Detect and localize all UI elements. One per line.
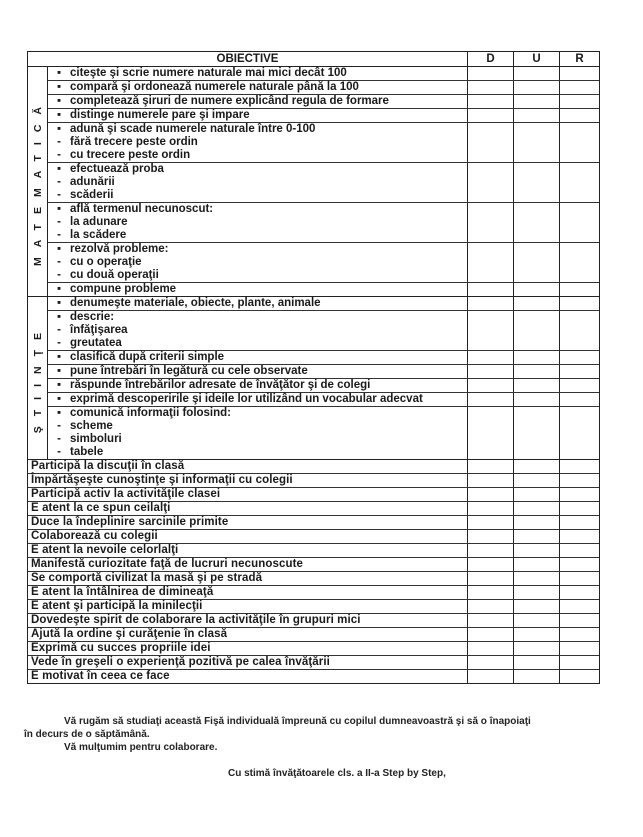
dash-marker: - xyxy=(57,136,61,148)
footer-thanks: Vă mulţumim pentru colaborare. xyxy=(64,742,218,753)
table-row xyxy=(28,572,599,586)
objective-blocks xyxy=(48,67,599,296)
grade-cell-u[interactable] xyxy=(513,365,559,378)
objective-block xyxy=(48,283,599,296)
objective-line xyxy=(48,420,467,433)
table-row xyxy=(28,530,599,544)
bullet-marker: ▪ xyxy=(56,95,62,107)
objective-line xyxy=(48,446,467,459)
grade-cell-u[interactable] xyxy=(513,95,559,108)
grade-cell-u[interactable] xyxy=(513,123,559,162)
grade-cell-r[interactable] xyxy=(559,95,599,108)
grade-cell-u[interactable] xyxy=(513,460,559,473)
objective-text xyxy=(48,163,467,202)
subject-groups xyxy=(28,67,599,460)
objective-line xyxy=(48,379,467,392)
bullet-marker: ▪ xyxy=(56,311,62,323)
objective-block xyxy=(48,311,599,351)
grade-cell-u[interactable] xyxy=(513,600,559,613)
grade-cell-r[interactable] xyxy=(559,407,599,459)
table-row xyxy=(28,558,599,572)
grade-cell-d[interactable] xyxy=(467,460,513,473)
bullet-marker: ▪ xyxy=(56,203,62,215)
objective-line xyxy=(48,203,467,216)
grade-cell-r[interactable] xyxy=(559,365,599,378)
grade-cell-d[interactable] xyxy=(467,123,513,162)
grade-cell-u[interactable] xyxy=(513,311,559,350)
grade-cell-d[interactable] xyxy=(467,407,513,459)
table-row xyxy=(28,642,599,656)
objective-text xyxy=(48,109,467,122)
grade-cell-d[interactable] xyxy=(467,109,513,122)
subject-label-text: ŞTIINŢE xyxy=(31,322,44,434)
grade-cell-r[interactable] xyxy=(559,614,599,627)
objective-text xyxy=(48,95,467,108)
footer-signature: Cu stimă învăţătoarele cls. a II-a Step by Step, xyxy=(228,768,446,779)
grade-cell-u[interactable] xyxy=(513,628,559,641)
objective-text xyxy=(48,351,467,364)
objective-block xyxy=(48,393,599,407)
table-row xyxy=(28,460,599,474)
grade-cell-u[interactable] xyxy=(513,572,559,585)
grade-cell-d[interactable] xyxy=(467,544,513,557)
grade-cell-r[interactable] xyxy=(559,123,599,162)
objective-line xyxy=(48,149,467,162)
behaviour-text: E atent la întâlnirea de dimineaţă xyxy=(31,586,214,598)
grade-cell-d[interactable] xyxy=(467,67,513,80)
table-row xyxy=(28,516,599,530)
subject-label xyxy=(28,67,48,296)
grade-cell-d[interactable] xyxy=(467,203,513,242)
behaviour-text: Participă activ la activităţile clasei xyxy=(31,488,221,500)
grade-cell-d[interactable] xyxy=(467,163,513,202)
grade-cell-r[interactable] xyxy=(559,460,599,473)
grade-cell-r[interactable] xyxy=(559,642,599,655)
grade-cell-d[interactable] xyxy=(467,586,513,599)
grade-cell-r[interactable] xyxy=(559,311,599,350)
grade-cell-r[interactable] xyxy=(559,558,599,571)
grade-cell-d[interactable] xyxy=(467,351,513,364)
grade-cell-r[interactable] xyxy=(559,474,599,487)
grade-cell-d[interactable] xyxy=(467,502,513,515)
objective-line-text: scheme xyxy=(70,420,113,432)
grade-cell-r[interactable] xyxy=(559,502,599,515)
grade-cell-r[interactable] xyxy=(559,297,599,310)
footer-request-line1: Vă rugăm să studiaţi această Fişă individuală împreună cu copilul dumneavoastră şi să o înapoiaţi xyxy=(64,716,531,727)
objective-text xyxy=(48,81,467,94)
bullet-marker: ▪ xyxy=(56,243,62,255)
dash-marker: - xyxy=(57,216,61,228)
objective-line-text: compune probleme xyxy=(70,283,177,295)
objective-line-text: răspunde întrebărilor adresate de învăţător şi de colegi xyxy=(70,379,371,391)
grade-cell-r[interactable] xyxy=(559,351,599,364)
objective-line-text: pune întrebări în legătură cu cele observate xyxy=(70,365,308,377)
dash-marker: - xyxy=(57,149,61,161)
behaviour-text: Dovedeşte spirit de colaborare la activităţile în grupuri mici xyxy=(31,614,361,626)
behaviour-text: Duce la îndeplinire sarcinile primite xyxy=(31,516,229,528)
grade-cell-d[interactable] xyxy=(467,474,513,487)
grade-cell-u[interactable] xyxy=(513,586,559,599)
objective-line-text: tabele xyxy=(70,446,104,458)
grade-cell-u[interactable] xyxy=(513,393,559,406)
grade-cell-u[interactable] xyxy=(513,530,559,543)
objective-line xyxy=(48,216,467,229)
objective-text xyxy=(48,123,467,162)
bullet-marker: ▪ xyxy=(56,297,62,309)
grade-cell-u[interactable] xyxy=(513,243,559,282)
grade-cell-r[interactable] xyxy=(559,544,599,557)
objective-line xyxy=(48,407,467,420)
objective-text xyxy=(48,203,467,242)
objective-line-text: greutatea xyxy=(70,337,122,349)
objective-line xyxy=(48,243,467,256)
objective-line-text: citeşte şi scrie numere naturale mai mici decât 100 xyxy=(70,67,347,79)
grade-cell-u[interactable] xyxy=(513,656,559,669)
grade-cell-r[interactable] xyxy=(559,393,599,406)
grade-cell-u[interactable] xyxy=(513,283,559,296)
objective-line-text: fără trecere peste ordin xyxy=(70,136,198,148)
objective-line xyxy=(48,311,467,324)
grade-cell-d[interactable] xyxy=(467,379,513,392)
grade-cell-u[interactable] xyxy=(513,502,559,515)
grade-cell-u[interactable] xyxy=(513,488,559,501)
grade-cell-u[interactable] xyxy=(513,558,559,571)
grade-cell-u[interactable] xyxy=(513,67,559,80)
grade-cell-u[interactable] xyxy=(513,81,559,94)
objective-line xyxy=(48,297,467,310)
grade-cell-d[interactable] xyxy=(467,572,513,585)
bullet-marker: ▪ xyxy=(56,67,62,79)
grade-cell-u[interactable] xyxy=(513,203,559,242)
dash-marker: - xyxy=(57,433,61,445)
bullet-marker: ▪ xyxy=(56,123,62,135)
bullet-marker: ▪ xyxy=(56,109,62,121)
subject-group xyxy=(28,297,599,460)
objective-line-text: cu trecere peste ordin xyxy=(70,149,191,161)
dash-marker: - xyxy=(57,229,61,241)
objective-line xyxy=(48,337,467,350)
objective-text xyxy=(48,297,467,310)
behaviour-text: E atent şi participă la minilecţii xyxy=(31,600,203,612)
dash-marker: - xyxy=(57,324,61,336)
grade-cell-d[interactable] xyxy=(467,516,513,529)
grade-cell-r[interactable] xyxy=(559,656,599,669)
grade-cell-d[interactable] xyxy=(467,488,513,501)
objective-text xyxy=(48,311,467,350)
grade-cell-r[interactable] xyxy=(559,516,599,529)
behaviour-text: Exprimă cu succes propriile idei xyxy=(31,642,211,654)
objective-line-text: exprimă descoperirile şi ideile lor utilizând un vocabular adecvat xyxy=(70,393,423,405)
grade-cell-d[interactable] xyxy=(467,614,513,627)
header-objectives: OBIECTIVE xyxy=(216,53,279,65)
objective-block xyxy=(48,67,599,81)
grade-cell-u[interactable] xyxy=(513,407,559,459)
objective-line-text: cu două operaţii xyxy=(70,269,159,281)
objective-block xyxy=(48,163,599,203)
grade-cell-u[interactable] xyxy=(513,516,559,529)
objective-line xyxy=(48,109,467,122)
grade-cell-d[interactable] xyxy=(467,600,513,613)
objective-line-text: la scădere xyxy=(70,229,127,241)
grade-cell-r[interactable] xyxy=(559,600,599,613)
objective-line xyxy=(48,95,467,108)
objective-line-text: efectuează proba xyxy=(70,163,164,175)
behaviour-text: Ajută la ordine şi curăţenie în clasă xyxy=(31,628,228,640)
grade-cell-u[interactable] xyxy=(513,109,559,122)
objective-block xyxy=(48,81,599,95)
objective-block xyxy=(48,379,599,393)
objective-line-text: scăderii xyxy=(70,189,114,201)
grade-cell-d[interactable] xyxy=(467,365,513,378)
objective-line-text: înfăţişarea xyxy=(70,324,128,336)
header-col-d: D xyxy=(467,52,513,66)
objective-text xyxy=(48,393,467,406)
grade-cell-d[interactable] xyxy=(467,628,513,641)
objective-line-text: cu o operaţie xyxy=(70,256,142,268)
evaluation-table xyxy=(27,51,600,684)
objective-text xyxy=(48,283,467,296)
bullet-marker: ▪ xyxy=(56,379,62,391)
grade-cell-r[interactable] xyxy=(559,109,599,122)
objective-line-text: simboluri xyxy=(70,433,122,445)
objective-line xyxy=(48,163,467,176)
objective-line xyxy=(48,269,467,282)
table-row xyxy=(28,502,599,516)
behaviour-text: E atent la ce spun ceilalţi xyxy=(31,502,171,514)
objective-line-text: adună şi scade numerele naturale între 0-100 xyxy=(70,123,316,135)
objective-block xyxy=(48,407,599,459)
objective-blocks xyxy=(48,297,599,459)
objective-line xyxy=(48,229,467,242)
table-row xyxy=(28,586,599,600)
objective-line-text: descrie: xyxy=(70,311,115,323)
objective-line xyxy=(48,393,467,406)
objective-text xyxy=(48,379,467,392)
grade-cell-d[interactable] xyxy=(467,283,513,296)
bullet-marker: ▪ xyxy=(56,351,62,363)
objective-line xyxy=(48,365,467,378)
grade-cell-r[interactable] xyxy=(559,81,599,94)
bullet-marker: ▪ xyxy=(56,365,62,377)
behaviour-text: E atent la nevoile celorlalţi xyxy=(31,544,179,556)
grade-cell-r[interactable] xyxy=(559,488,599,501)
bullet-marker: ▪ xyxy=(56,393,62,405)
behaviour-text: Manifestă curiozitate faţă de lucruri necunoscute xyxy=(31,558,304,570)
grade-cell-u[interactable] xyxy=(513,642,559,655)
bullet-marker: ▪ xyxy=(56,407,62,419)
behaviour-text: Participă la discuţii în clasă xyxy=(31,460,185,472)
objective-line-text: distinge numerele pare şi impare xyxy=(70,109,250,121)
objective-line xyxy=(48,67,467,80)
grade-cell-d[interactable] xyxy=(467,297,513,310)
grade-cell-u[interactable] xyxy=(513,379,559,392)
footer-text xyxy=(24,716,531,755)
dash-marker: - xyxy=(57,337,61,349)
objective-block xyxy=(48,351,599,365)
grade-cell-r[interactable] xyxy=(559,67,599,80)
table-row xyxy=(28,600,599,614)
table-row xyxy=(28,628,599,642)
bullet-marker: ▪ xyxy=(56,163,62,175)
grade-cell-u[interactable] xyxy=(513,351,559,364)
dash-marker: - xyxy=(57,176,61,188)
objective-line-text: denumeşte materiale, obiecte, plante, animale xyxy=(70,297,321,309)
grade-cell-r[interactable] xyxy=(559,670,599,683)
dash-marker: - xyxy=(57,256,61,268)
grade-cell-u[interactable] xyxy=(513,670,559,683)
grade-cell-d[interactable] xyxy=(467,656,513,669)
grade-cell-d[interactable] xyxy=(467,311,513,350)
subject-label-text: MATEMATICĂ xyxy=(31,96,44,266)
bullet-marker: ▪ xyxy=(56,283,62,295)
grade-cell-d[interactable] xyxy=(467,670,513,683)
grade-cell-d[interactable] xyxy=(467,95,513,108)
subject-label xyxy=(28,297,48,459)
grade-cell-r[interactable] xyxy=(559,586,599,599)
objective-line xyxy=(48,189,467,202)
table-row xyxy=(28,656,599,670)
behaviour-text: Vede în greşeli o experienţă pozitivă pe calea învăţării xyxy=(31,656,330,668)
objective-line xyxy=(48,324,467,337)
objective-block xyxy=(48,123,599,163)
objective-line xyxy=(48,351,467,364)
grade-cell-u[interactable] xyxy=(513,163,559,202)
grade-cell-r[interactable] xyxy=(559,163,599,202)
grade-cell-u[interactable] xyxy=(513,297,559,310)
grade-cell-u[interactable] xyxy=(513,544,559,557)
grade-cell-u[interactable] xyxy=(513,614,559,627)
grade-cell-d[interactable] xyxy=(467,642,513,655)
grade-cell-r[interactable] xyxy=(559,530,599,543)
objective-line-text: rezolvă probleme: xyxy=(70,243,169,255)
header-col-r: R xyxy=(559,52,599,66)
objective-text xyxy=(48,365,467,378)
footer-request-line2: în decurs de o săptămână. xyxy=(24,729,150,740)
objective-line xyxy=(48,123,467,136)
grade-cell-d[interactable] xyxy=(467,243,513,282)
objective-line-text: clasifică după criterii simple xyxy=(70,351,225,363)
objective-line xyxy=(48,283,467,296)
header-col-u: U xyxy=(513,52,559,66)
objective-line xyxy=(48,433,467,446)
dash-marker: - xyxy=(57,420,61,432)
objective-block xyxy=(48,203,599,243)
grade-cell-r[interactable] xyxy=(559,283,599,296)
table-row xyxy=(28,670,599,683)
table-row xyxy=(28,614,599,628)
objective-block xyxy=(48,365,599,379)
behaviour-rows xyxy=(28,460,599,683)
grade-cell-r[interactable] xyxy=(559,628,599,641)
objective-line-text: află termenul necunoscut: xyxy=(70,203,214,215)
grade-cell-d[interactable] xyxy=(467,558,513,571)
dash-marker: - xyxy=(57,269,61,281)
objective-text xyxy=(48,243,467,282)
objective-line xyxy=(48,256,467,269)
behaviour-text: Se comportă civilizat la masă şi pe stradă xyxy=(31,572,263,584)
grade-cell-d[interactable] xyxy=(467,81,513,94)
grade-cell-r[interactable] xyxy=(559,572,599,585)
objective-line-text: completează şiruri de numere explicând regula de formare xyxy=(70,95,389,107)
objective-text xyxy=(48,407,467,459)
grade-cell-r[interactable] xyxy=(559,243,599,282)
objective-line xyxy=(48,81,467,94)
objective-line-text: adunării xyxy=(70,176,115,188)
grade-cell-u[interactable] xyxy=(513,474,559,487)
grade-cell-d[interactable] xyxy=(467,530,513,543)
behaviour-text: Colaborează cu colegii xyxy=(31,530,158,542)
objective-line xyxy=(48,176,467,189)
objective-line xyxy=(48,136,467,149)
subject-group xyxy=(28,67,599,297)
behaviour-text: Împărtăşeşte cunoştinţe şi informaţii cu colegii xyxy=(31,474,293,486)
objective-line-text: la adunare xyxy=(70,216,128,228)
table-header xyxy=(28,52,599,67)
bullet-marker: ▪ xyxy=(56,81,62,93)
grade-cell-r[interactable] xyxy=(559,379,599,392)
table-row xyxy=(28,544,599,558)
dash-marker: - xyxy=(57,446,61,458)
dash-marker: - xyxy=(57,189,61,201)
objective-block xyxy=(48,243,599,283)
grade-cell-r[interactable] xyxy=(559,203,599,242)
objective-line-text: compară şi ordonează numerele naturale până la 100 xyxy=(70,81,359,93)
grade-cell-d[interactable] xyxy=(467,393,513,406)
objective-block xyxy=(48,297,599,311)
behaviour-text: E motivat în ceea ce face xyxy=(31,670,170,682)
table-row xyxy=(28,488,599,502)
objective-block xyxy=(48,109,599,123)
objective-block xyxy=(48,95,599,109)
table-row xyxy=(28,474,599,488)
objective-text xyxy=(48,67,467,80)
objective-line-text: comunică informaţii folosind: xyxy=(70,407,232,419)
